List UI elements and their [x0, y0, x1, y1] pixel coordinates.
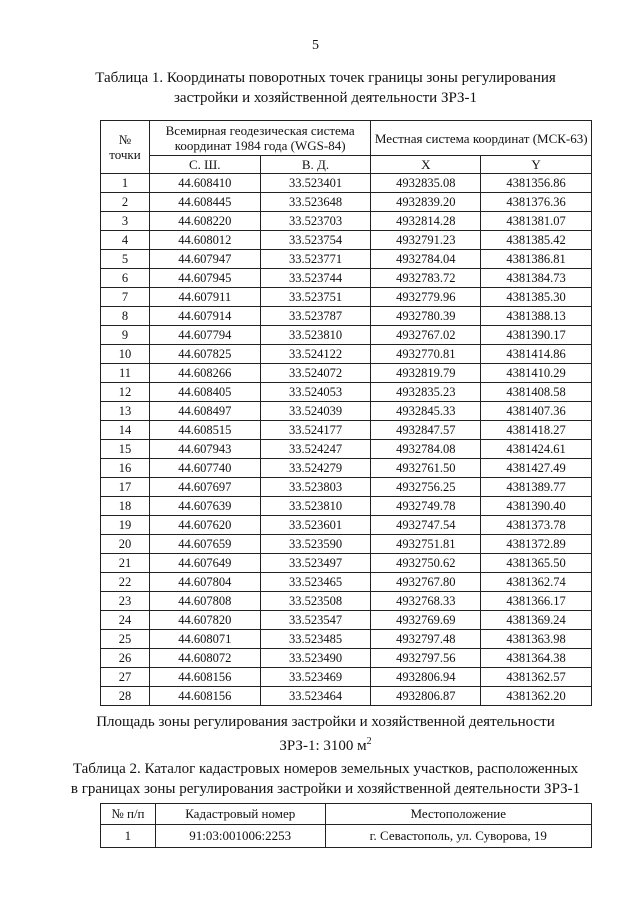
cell-point-number: 12	[101, 383, 150, 402]
table-row	[101, 193, 592, 212]
cell-longitude: 33.523754	[260, 231, 371, 250]
cell-x: 4932791.23	[371, 231, 481, 250]
table1-title	[60, 68, 591, 108]
cell-latitude: 44.607914	[149, 307, 260, 326]
cell-longitude: 33.523751	[260, 288, 371, 307]
cell-latitude: 44.608071	[149, 630, 260, 649]
cell-longitude: 33.524177	[260, 421, 371, 440]
cell-latitude: 44.607659	[149, 535, 260, 554]
cell-x: 4932779.96	[371, 288, 481, 307]
table-row	[101, 478, 592, 497]
cell-latitude: 44.608220	[149, 212, 260, 231]
cell-y: 4381424.61	[481, 440, 592, 459]
cell-point-number: 16	[101, 459, 150, 478]
cell-latitude: 44.608445	[149, 193, 260, 212]
cell-x: 4932769.69	[371, 611, 481, 630]
cell-y: 4381362.74	[481, 573, 592, 592]
cell-longitude: 33.523648	[260, 193, 371, 212]
cell-y: 4381372.89	[481, 535, 592, 554]
cell-x: 4932835.08	[371, 174, 481, 193]
cell-x: 4932839.20	[371, 193, 481, 212]
cell-point-number: 5	[101, 250, 150, 269]
cell-point-number: 11	[101, 364, 150, 383]
cell-longitude: 33.523508	[260, 592, 371, 611]
header-longitude: В. Д.	[260, 156, 371, 174]
cell-x: 4932756.25	[371, 478, 481, 497]
table1-title-line2: застройки и хозяйственной деятельности ЗРЗ-1	[174, 90, 477, 106]
cell-latitude: 44.607794	[149, 326, 260, 345]
cadastral-table	[100, 803, 592, 848]
cell-point-number: 2	[101, 193, 150, 212]
cell-y: 4381390.17	[481, 326, 592, 345]
cell-point-number: 10	[101, 345, 150, 364]
cell-x: 4932814.28	[371, 212, 481, 231]
cell-point-number: 18	[101, 497, 150, 516]
table-row	[101, 592, 592, 611]
cell-latitude: 44.607808	[149, 592, 260, 611]
table-row	[101, 497, 592, 516]
cell-longitude: 33.523469	[260, 668, 371, 687]
cell-x: 4932768.33	[371, 592, 481, 611]
cell-x: 4932835.23	[371, 383, 481, 402]
cell-y: 4381389.77	[481, 478, 592, 497]
cell-y: 4381381.07	[481, 212, 592, 231]
table-row	[101, 440, 592, 459]
header-msk63: Местная система координат (МСК-63)	[371, 121, 592, 156]
cell-x: 4932797.56	[371, 649, 481, 668]
cell-x: 4932806.94	[371, 668, 481, 687]
table-row	[101, 421, 592, 440]
cell-point-number: 21	[101, 554, 150, 573]
cell-latitude: 44.607620	[149, 516, 260, 535]
cell-latitude: 44.608266	[149, 364, 260, 383]
table-row	[101, 212, 592, 231]
cell-y: 4381366.17	[481, 592, 592, 611]
cell-point-number: 25	[101, 630, 150, 649]
coordinates-table	[100, 120, 592, 706]
cell-longitude: 33.523490	[260, 649, 371, 668]
cell-latitude: 44.607820	[149, 611, 260, 630]
cell-y: 4381364.38	[481, 649, 592, 668]
cell-x: 4932847.57	[371, 421, 481, 440]
header-location: Местоположение	[325, 804, 591, 825]
cell-y: 4381356.86	[481, 174, 592, 193]
cell-y: 4381388.13	[481, 307, 592, 326]
cell-location: г. Севастополь, ул. Суворова, 19	[325, 825, 591, 848]
cell-y: 4381390.40	[481, 497, 592, 516]
table-row	[101, 288, 592, 307]
header-point-number: № точки	[101, 121, 150, 174]
cell-x: 4932751.81	[371, 535, 481, 554]
cell-y: 4381369.24	[481, 611, 592, 630]
cell-latitude: 44.607804	[149, 573, 260, 592]
cell-point-number: 3	[101, 212, 150, 231]
cell-y: 4381385.30	[481, 288, 592, 307]
table-row	[101, 668, 592, 687]
header-cadastral-number: Кадастровый номер	[155, 804, 325, 825]
cell-point-number: 4	[101, 231, 150, 250]
table-row	[101, 307, 592, 326]
cell-longitude: 33.523744	[260, 269, 371, 288]
table-row	[101, 687, 592, 706]
cell-point-number: 9	[101, 326, 150, 345]
cell-longitude: 33.523590	[260, 535, 371, 554]
cell-y: 4381418.27	[481, 421, 592, 440]
cell-longitude: 33.523771	[260, 250, 371, 269]
header-y: Y	[481, 156, 592, 174]
cell-x: 4932780.39	[371, 307, 481, 326]
header-row-number: № п/п	[101, 804, 156, 825]
cell-x: 4932806.87	[371, 687, 481, 706]
table-row	[101, 573, 592, 592]
cell-point-number: 26	[101, 649, 150, 668]
cell-point-number: 23	[101, 592, 150, 611]
header-wgs84: Всемирная геодезическая система координат 1984 года (WGS-84)	[149, 121, 371, 156]
area-unit-exponent: 2	[366, 736, 372, 747]
cell-longitude: 33.523465	[260, 573, 371, 592]
cell-point-number: 28	[101, 687, 150, 706]
cell-longitude: 33.523401	[260, 174, 371, 193]
cell-x: 4932767.80	[371, 573, 481, 592]
cell-x: 4932784.08	[371, 440, 481, 459]
table-row	[101, 630, 592, 649]
cell-x: 4932797.48	[371, 630, 481, 649]
table-row	[101, 459, 592, 478]
cell-y: 4381362.57	[481, 668, 592, 687]
table-row	[101, 535, 592, 554]
area-statement	[60, 712, 591, 756]
table-row	[101, 554, 592, 573]
cell-point-number: 13	[101, 402, 150, 421]
cell-latitude: 44.608156	[149, 687, 260, 706]
cell-point-number: 19	[101, 516, 150, 535]
cell-longitude: 33.523601	[260, 516, 371, 535]
table-row	[101, 326, 592, 345]
table-row	[101, 174, 592, 193]
cell-latitude: 44.608405	[149, 383, 260, 402]
cell-longitude: 33.524279	[260, 459, 371, 478]
cell-point-number: 17	[101, 478, 150, 497]
cell-x: 4932784.04	[371, 250, 481, 269]
table-row	[101, 231, 592, 250]
area-line2	[60, 732, 591, 756]
page-number: 5	[312, 38, 319, 53]
table-row	[101, 250, 592, 269]
cell-latitude: 44.608156	[149, 668, 260, 687]
cell-latitude: 44.607697	[149, 478, 260, 497]
cell-x: 4932845.33	[371, 402, 481, 421]
coordinates-table-body	[101, 174, 592, 706]
area-value: ЗРЗ-1: 3100 м	[279, 738, 367, 754]
cell-latitude: 44.608012	[149, 231, 260, 250]
cell-point-number: 15	[101, 440, 150, 459]
cell-latitude: 44.607740	[149, 459, 260, 478]
table-row	[101, 516, 592, 535]
cell-latitude: 44.608072	[149, 649, 260, 668]
cell-longitude: 33.523497	[260, 554, 371, 573]
cell-latitude: 44.607947	[149, 250, 260, 269]
table-row	[101, 364, 592, 383]
cell-x: 4932767.02	[371, 326, 481, 345]
table1-title-line1: Таблица 1. Координаты поворотных точек границы зоны регулирования	[95, 70, 556, 86]
cell-row-number: 1	[101, 825, 156, 848]
cell-point-number: 27	[101, 668, 150, 687]
table-row	[101, 402, 592, 421]
cell-longitude: 33.523547	[260, 611, 371, 630]
cell-y: 4381365.50	[481, 554, 592, 573]
table-row	[101, 611, 592, 630]
cell-longitude: 33.523703	[260, 212, 371, 231]
cell-point-number: 24	[101, 611, 150, 630]
cell-latitude: 44.607825	[149, 345, 260, 364]
cell-y: 4381407.36	[481, 402, 592, 421]
cell-longitude: 33.523810	[260, 497, 371, 516]
header-latitude: С. Ш.	[149, 156, 260, 174]
cell-point-number: 22	[101, 573, 150, 592]
cell-y: 4381410.29	[481, 364, 592, 383]
cell-x: 4932761.50	[371, 459, 481, 478]
table-row	[101, 269, 592, 288]
cell-longitude: 33.523787	[260, 307, 371, 326]
cell-longitude: 33.523803	[260, 478, 371, 497]
cell-longitude: 33.524053	[260, 383, 371, 402]
cell-latitude: 44.607945	[149, 269, 260, 288]
table-row	[101, 825, 592, 848]
cell-x: 4932783.72	[371, 269, 481, 288]
cell-longitude: 33.523464	[260, 687, 371, 706]
cell-y: 4381427.49	[481, 459, 592, 478]
cell-point-number: 8	[101, 307, 150, 326]
cell-x: 4932770.81	[371, 345, 481, 364]
table2-title-line1: Таблица 2. Каталог кадастровых номеров земельных участков, расположенных	[72, 761, 579, 777]
cell-point-number: 7	[101, 288, 150, 307]
cell-latitude: 44.608497	[149, 402, 260, 421]
cell-y: 4381363.98	[481, 630, 592, 649]
cell-latitude: 44.607639	[149, 497, 260, 516]
cell-longitude: 33.524039	[260, 402, 371, 421]
cell-y: 4381362.20	[481, 687, 592, 706]
cell-longitude: 33.524247	[260, 440, 371, 459]
cell-y: 4381386.81	[481, 250, 592, 269]
table-row	[101, 649, 592, 668]
cell-y: 4381373.78	[481, 516, 592, 535]
cell-longitude: 33.523485	[260, 630, 371, 649]
cell-longitude: 33.524122	[260, 345, 371, 364]
cell-point-number: 6	[101, 269, 150, 288]
cell-point-number: 1	[101, 174, 150, 193]
cell-cadastral-number: 91:03:001006:2253	[155, 825, 325, 848]
area-line1: Площадь зоны регулирования застройки и хозяйственной деятельности	[96, 714, 555, 730]
header-x: X	[371, 156, 481, 174]
cell-y: 4381408.58	[481, 383, 592, 402]
cell-point-number: 14	[101, 421, 150, 440]
cell-y: 4381414.86	[481, 345, 592, 364]
cadastral-table-body	[101, 825, 592, 848]
cell-longitude: 33.523810	[260, 326, 371, 345]
cell-y: 4381385.42	[481, 231, 592, 250]
cell-latitude: 44.607649	[149, 554, 260, 573]
cell-latitude: 44.607943	[149, 440, 260, 459]
cell-longitude: 33.524072	[260, 364, 371, 383]
cell-point-number: 20	[101, 535, 150, 554]
table2-title	[40, 759, 611, 799]
cell-x: 4932749.78	[371, 497, 481, 516]
table-row	[101, 383, 592, 402]
cell-x: 4932819.79	[371, 364, 481, 383]
cell-y: 4381384.73	[481, 269, 592, 288]
cell-latitude: 44.607911	[149, 288, 260, 307]
cell-latitude: 44.608410	[149, 174, 260, 193]
cell-x: 4932750.62	[371, 554, 481, 573]
cell-y: 4381376.36	[481, 193, 592, 212]
table2-title-line2: в границах зоны регулирования застройки и хозяйственной деятельности ЗРЗ-1	[70, 781, 581, 797]
table-row	[101, 345, 592, 364]
cell-latitude: 44.608515	[149, 421, 260, 440]
cell-x: 4932747.54	[371, 516, 481, 535]
